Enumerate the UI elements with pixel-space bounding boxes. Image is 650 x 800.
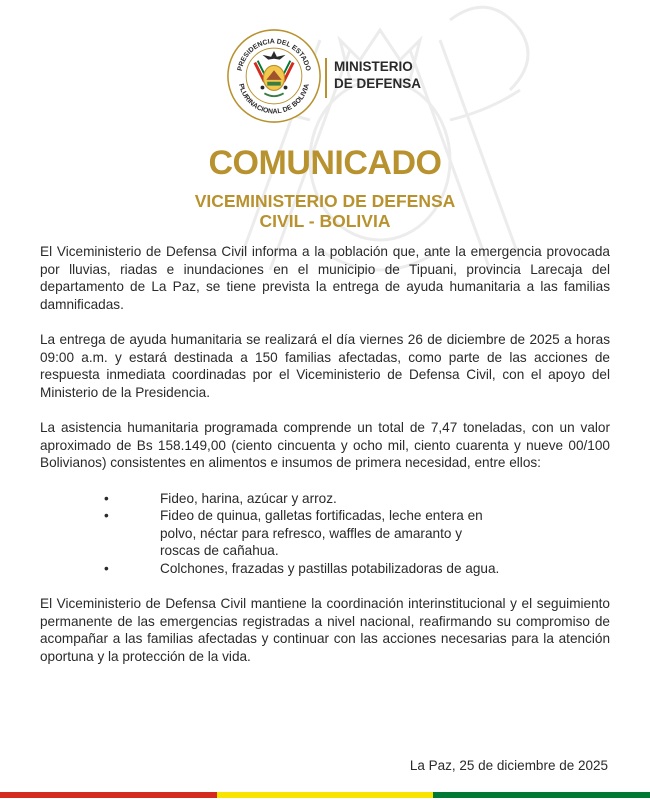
bullet-icon: • [104,508,109,523]
bullet-icon: • [104,490,109,506]
list-item-text: Fideo, harina, azúcar y arroz. [160,490,337,506]
ministry-name [334,58,421,92]
document-body [40,243,610,683]
paragraph-3: La asistencia humanitaria programada comprende un total de 7,47 toneladas, con un valor aproximado de Bs 158.149,00 (ciento cincuenta y ocho mil, ciento cuarenta y nueve 00/100 Bolivianos) consistentes en alimentos e insumos de primera necesidad, entre ellos: [40,420,610,470]
seal-top-text: PRESIDENCIA DEL ESTADO [236,38,312,72]
seal-bottom-text: PLURINACIONAL DE BOLIVIA [237,83,311,116]
subtitle-line-2: CIVIL - BOLIVIA [259,211,391,231]
flag-yellow [217,792,434,798]
flag-stripe [0,792,650,798]
presidential-seal-icon [226,28,322,124]
document-title: COMUNICADO [208,144,442,182]
list-item [40,560,610,578]
date-line: La Paz, 25 de diciembre de 2025 [409,758,608,773]
paragraph-1: El Viceministerio de Defensa Civil informa a la población que, ante la emergencia provocada por lluvias, riadas e inundaciones en el municipio de Tipuani, provincia Larecaja del departamento de La Paz, se tiene prevista la entrega de ayuda humanitaria a las familias damnificadas. [40,244,610,312]
subtitle-line-1: VICEMINISTERIO DE DEFENSA [194,191,456,211]
header [0,28,650,128]
closing-paragraph: El Viceministerio de Defensa Civil mantiene la coordinación interinstitucional y el seguimiento permanente de las emergencias registradas a nivel nacional, reafirmando su compromiso de acompañar a las familias afectadas y continuar con las acciones necesarias para la atención oportuna y la protección de la vida. [40,596,610,664]
list-item-text: Colchones, frazadas y pastillas potabilizadoras de agua. [160,560,500,576]
list-item [40,490,610,508]
header-divider [325,58,327,98]
aid-items-list [40,490,610,578]
bullet-icon: • [104,560,109,576]
list-item [40,507,610,560]
flag-green [433,792,650,798]
list-item-text: Fideo de quinua, galletas fortificadas, leche entera en polvo, néctar para refresco, waffles de amaranto y roscas de cañahua. [160,508,483,558]
document-subtitle [0,191,650,231]
ministry-line-1: MINISTERIO [334,59,413,74]
flag-red [0,792,217,798]
ministry-line-2: DE DEFENSA [334,76,422,91]
paragraph-2: La entrega de ayuda humanitaria se realizará el día viernes 26 de diciembre de 2025 a horas 09:00 a.m. y estará destinada a 150 familias afectadas, como parte de las acciones de respuesta inmediata coordinadas por el Viceministerio de Defensa Civil, con el apoyo del Ministerio de la Presidencia. [40,332,610,400]
